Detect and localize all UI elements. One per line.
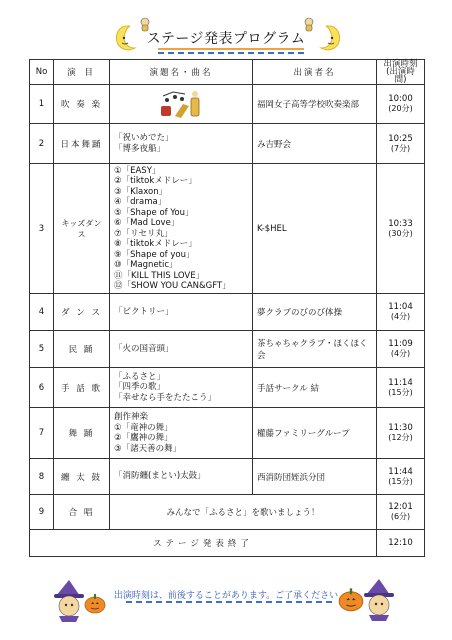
song-title: 「祝いめでた」	[114, 133, 174, 143]
table-row	[30, 331, 425, 368]
row-songs	[110, 164, 253, 294]
table-row	[30, 164, 425, 294]
title-underline-orange	[158, 48, 304, 50]
header-time-label: 出演時刻	[383, 59, 418, 69]
row-no: 1	[30, 85, 54, 124]
row-no: 7	[30, 408, 54, 459]
header-item: 演 目	[54, 60, 110, 85]
header-performer: 出演者名	[253, 60, 377, 85]
song-title: ②「鷹神の舞」	[114, 433, 173, 443]
row-time-cell	[377, 408, 425, 459]
title-underline-blue	[158, 52, 304, 54]
song-title: ⑨「Shape of you」	[114, 249, 195, 260]
table-row	[30, 85, 425, 124]
row-item: 民 踊	[54, 331, 110, 368]
song-title: 「幸せなら手をたたこう」	[114, 392, 217, 403]
song-title: 創作神楽	[114, 412, 149, 422]
song-title: ⑪「KILL THIS LOVE」	[114, 270, 205, 281]
header-time	[377, 60, 425, 85]
song-title: ⑤「Shape of You」	[114, 207, 194, 218]
song-title: 「火の国音頭」	[114, 343, 174, 354]
row-time: 11:14	[388, 377, 413, 388]
song-title: ③「Klaxon」	[114, 186, 168, 197]
row-performer: 西消防団姪浜分団	[253, 459, 377, 495]
song-title: ⑫「SHOW YOU CAN&GFT」	[114, 281, 231, 291]
row-time-cell	[377, 368, 425, 408]
table-row	[30, 459, 425, 495]
row-duration: (4分)	[390, 349, 411, 358]
row-no: 8	[30, 459, 54, 495]
song-title: 「ビクトリー」	[114, 306, 174, 317]
row-duration: (7分)	[390, 143, 411, 153]
row-performer: 夢クラブのびのび体操	[253, 294, 377, 331]
row-item: 合 唱	[54, 495, 110, 530]
row-performer: み吉野会	[253, 124, 377, 164]
end-label: ステージ発表終了	[30, 530, 377, 557]
row-time-cell	[377, 85, 425, 124]
song-title: 「四季の歌」	[114, 382, 166, 393]
row-time: 11:09	[388, 339, 413, 349]
song-title: ①「竜神の舞」	[114, 422, 173, 433]
song-title: ⑧「tiktokメドレー」	[114, 239, 197, 249]
row-time: 10:33	[388, 218, 413, 229]
row-songs	[110, 408, 253, 459]
header-no: No	[30, 60, 54, 85]
table-row	[30, 408, 425, 459]
song-title: 「消防纏(まとい)太鼓」	[114, 471, 206, 482]
row-item: 手 話 歌	[54, 368, 110, 408]
row-songs	[110, 368, 253, 408]
page-footer	[0, 576, 452, 640]
song-title: ⑦「リセリ丸」	[114, 228, 173, 239]
row-songs	[110, 85, 253, 124]
song-title: ②「tiktokメドレー」	[114, 176, 197, 186]
row-time: 12:01	[388, 502, 413, 512]
table-row	[30, 124, 425, 164]
header-duration-label: (出演時間)	[386, 67, 415, 85]
row-no: 5	[30, 331, 54, 368]
table-row	[30, 294, 425, 331]
row-songs	[110, 294, 253, 331]
row-item: ダ ン ス	[54, 294, 110, 331]
row-no: 9	[30, 495, 54, 530]
song-title: ⑩「Magnetic」	[114, 260, 178, 270]
song-title: ③「諸天善の舞」	[114, 443, 182, 454]
end-time: 12:10	[377, 530, 425, 557]
row-time-cell	[377, 459, 425, 495]
row-no: 6	[30, 368, 54, 408]
row-time-cell	[377, 495, 425, 530]
row-duration: (15分)	[388, 476, 413, 486]
song-title: 「ふるさと」	[114, 371, 166, 382]
song-title: 「博多夜船」	[114, 143, 166, 154]
row-duration: (30分)	[388, 228, 413, 238]
row-performer: 手話サークル 結	[253, 368, 377, 408]
row-time-cell	[377, 124, 425, 164]
witch-character-icon	[362, 576, 396, 622]
footer-underline	[126, 601, 332, 603]
row-merged-text: みんなで「ふるさと」を歌いましょう！	[110, 495, 377, 530]
row-item: 舞 踊	[54, 408, 110, 459]
row-songs	[110, 459, 253, 495]
row-time: 10:25	[388, 133, 413, 144]
program-table	[29, 59, 425, 557]
table-header-row	[30, 60, 425, 85]
row-time-cell	[377, 294, 425, 331]
footer-note: 出演時刻は、前後することがあります。ご了承ください	[113, 591, 339, 601]
table-end-row	[30, 530, 425, 557]
row-time: 11:04	[388, 302, 413, 312]
row-item: 日本舞踊	[54, 124, 110, 164]
row-duration: (15分)	[388, 387, 413, 397]
row-no: 3	[30, 164, 54, 294]
row-no: 2	[30, 124, 54, 164]
row-item: 纏 太 鼓	[54, 459, 110, 495]
song-title: ④「drama」	[114, 197, 167, 207]
row-time-cell	[377, 164, 425, 294]
pumpkin-character-icon	[338, 586, 364, 612]
row-performer: 福岡女子高等学校吹奏楽部	[253, 85, 377, 124]
row-time-cell	[377, 331, 425, 368]
row-duration: (6分)	[390, 512, 411, 521]
table-row	[30, 368, 425, 408]
row-songs	[110, 331, 253, 368]
row-duration: (12分)	[388, 433, 413, 442]
song-title: ①「EASY」	[114, 165, 161, 176]
row-item: 吹 奏 楽	[54, 85, 110, 124]
row-performer: 權藤ファミリーグループ	[253, 408, 377, 459]
band-instruments-image	[157, 86, 205, 120]
row-performer: K-$HEL	[253, 164, 377, 294]
row-performer: 茶ちゃちゃクラブ・ほくほく会	[253, 331, 377, 368]
row-duration: (4分)	[390, 312, 411, 321]
row-time: 11:44	[388, 466, 413, 477]
row-time: 10:00	[388, 94, 413, 104]
header-songs: 演題名・曲名	[110, 60, 253, 85]
page-header	[0, 18, 452, 58]
row-no: 4	[30, 294, 54, 331]
row-songs	[110, 124, 253, 164]
song-title: ⑥「Mad Love」	[114, 218, 180, 228]
row-time: 11:30	[388, 423, 413, 433]
row-duration: (20分)	[388, 104, 413, 113]
page-title: ステージ発表プログラム	[146, 31, 306, 47]
table-row	[30, 495, 425, 530]
row-item: キッズダンス	[54, 164, 110, 294]
